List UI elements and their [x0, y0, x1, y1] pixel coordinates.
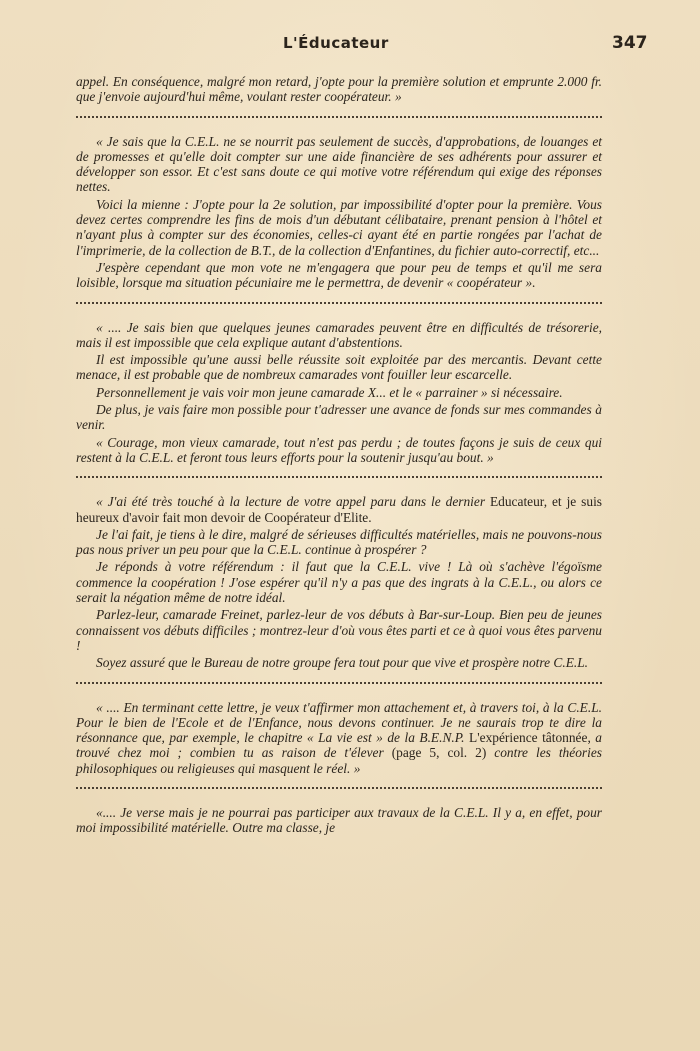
paragraph: Personnellement je vais voir mon jeune camarade X... et le « parrainer » si nécessaire. — [96, 384, 563, 400]
paragraph-part: Educateur, et je suis heureux d'avoir fait mon devoir de Coopérateur d'Elite. — [76, 494, 602, 525]
paragraph-part: a trouvé chez moi ; combien tu as raison de t'élever — [76, 730, 602, 761]
paragraph: Parlez-leur, camarade Freinet, parlez-leur de vos débuts à Bar-sur-Loup. Bien peu de jeunes connaissent vos débuts difficiles ; montrez-leur d'où vous êtes parti et ce à quoi vous êtes parvenu ! — [76, 607, 602, 653]
paragraph: De plus, je vais faire mon possible pour t'adresser une avance de fonds sur mes commandes à venir. — [76, 402, 602, 433]
paragraph: «.... Je verse mais je ne pourrai pas participer aux travaux de la C.E.L. Il y a, en effet, pour moi impossibilité matérielle. Outre ma classe, je — [76, 804, 602, 836]
paragraph: « Courage, mon vieux camarade, tout n'est pas perdu ; de toutes façons je suis de ceux qui restent à la C.E.L. et feront tous leurs efforts pour la soutenir jusqu'au bout. » — [76, 434, 602, 465]
dotted-separator — [76, 288, 602, 304]
page-number: 347 — [612, 33, 648, 53]
paragraph-part: contre les théories philosophiques ou religieuses qui masquent le réel. » — [76, 745, 602, 776]
paragraph: Soyez assuré que le Bureau de notre groupe fera tout pour que vive et prospère notre C.E.L. — [96, 655, 589, 671]
paragraph-part: « J'ai été très touché à la lecture de votre appel paru dans le dernier — [96, 494, 486, 510]
paragraph: Je réponds à votre référendum : il faut que la C.E.L. vive ! Là où s'achève l'égoïsme commence la coopération ! J'ose espérer qu'il n'y a pas que des ingrats à la C.E.L., ou alors ce serait la négation même de notre idéal. — [76, 559, 602, 606]
page-header — [0, 34, 700, 58]
paragraph: Voici la mienne : J'opte pour la 2e solution, par impossibilité d'opter pour la première. Vous devez certes comprendre les fins de mois d'un débutant célibataire, prenant pension à l'hôtel et n'ayant plus à compter sur des économies, celles-ci ayant été en partie rongées par l'achat de l'imprimerie, de la collection de B.T., de la collection d'Enfantines, du fichier auto-correctif, etc... — [76, 196, 602, 258]
dotted-separator — [76, 102, 602, 118]
dotted-separator — [76, 462, 602, 478]
article-body — [76, 74, 602, 838]
paragraph: Je l'ai fait, je tiens à le dire, malgré de sérieuses difficultés matérielles, mais ne pouvons-nous pas nous priver un peu pour que la C.E.L. continue à prospérer ? — [76, 526, 602, 558]
dotted-separator — [76, 668, 602, 684]
paragraph: Il est impossible qu'une aussi belle réussite soit exploitée par des mercantis. Devant cette menace, il est probable que de nombreux camarades vont fouiller leur escarcelle. — [76, 352, 602, 383]
dotted-separator — [76, 773, 602, 789]
paragraph: appel. En conséquence, malgré mon retard, j'opte pour la première solution et emprunte 2.000 fr. que j'envoie aujourd'hui même, voulant rester coopérateur. » — [76, 74, 602, 105]
paragraph — [76, 494, 602, 525]
paragraph — [76, 700, 602, 776]
paragraph: J'espère cependant que mon vote ne m'engagera que pour peu de temps et qu'il me sera loisible, lorsque ma situation pécuniaire me le permettra, de devenir « coopérateur ». — [76, 259, 602, 291]
paragraph: « Je sais que la C.E.L. ne se nourrit pas seulement de succès, d'approbations, de louanges et de promesses et qu'elle doit compter sur une aide financière de ses adhérents pour assurer et développer son essor. Et c'est sans doute ce qui motive votre référendum qui exige des réponses nettes. — [76, 133, 602, 195]
paragraph-part: L'expérience tâtonnée, — [469, 730, 591, 746]
paragraph-part: « .... En terminant cette lettre, je veux t'affirmer mon attachement et, à travers toi, à la C.E.L. Pour le bien de l'Ecole et de l'Enfance, nous devons continuer. Je ne saurais trop te dire la résonnance que, par exemple, le chapitre « La vie est » de la B.E.N.P. — [76, 699, 602, 746]
running-title: L'Éducateur — [283, 34, 389, 52]
paragraph-part: (page 5, col. 2) — [391, 745, 487, 761]
paragraph: « .... Je sais bien que quelques jeunes camarades peuvent être en difficultés de trésorerie, mais il est impossible que cela explique autant d'abstentions. — [76, 319, 602, 350]
